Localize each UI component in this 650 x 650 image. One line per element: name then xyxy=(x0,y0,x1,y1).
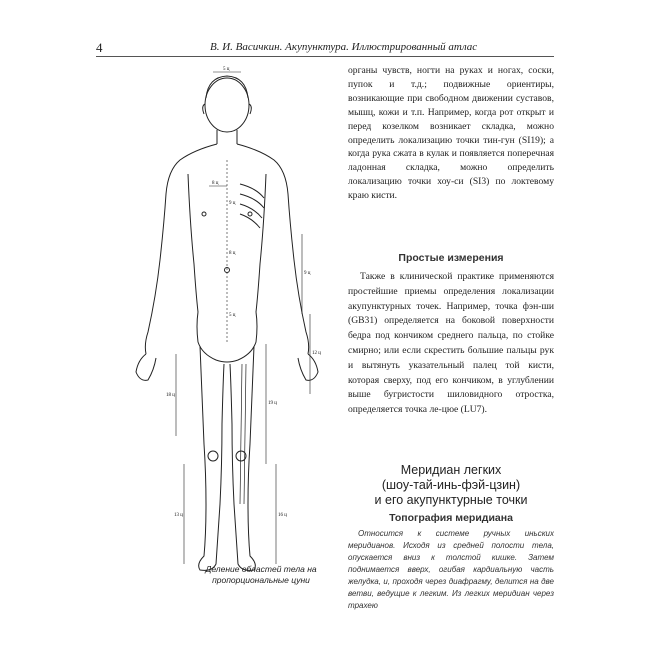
measure-label: 12 ц xyxy=(312,351,321,356)
figure-caption: Деление областей тела на пропорциональные цуни xyxy=(205,564,317,585)
measure-label: 19 ц xyxy=(268,401,277,406)
running-title: В. И. Васичкин. Акупунктура. Иллюстрированный атлас xyxy=(210,41,478,53)
subheading-simple-measurements: Простые измерения xyxy=(398,252,504,264)
measure-label: 9 ц xyxy=(304,271,311,276)
simple-measurements-paragraph: Также в клинической практике применяются простейшие приемы определения локализации акупунктурных точек. Например, точка фэн-ши (GB31) определяется на боковой поверхности бедра под кончиком среднего пальца, по стойке смирно; или если скрестить большие пальцы рук и вытянуть указательный палец той кисти, которая сверху, под его кончиком, в углублении выше бугристости шиловидного отростка, определяется точка ле-цюе (LU7). xyxy=(348,271,554,416)
page-number: 4 xyxy=(96,40,103,55)
measure-label: 13 ц xyxy=(174,513,183,518)
page-header xyxy=(96,40,554,57)
human-figure-illustration xyxy=(96,64,356,584)
book-page xyxy=(96,28,554,626)
measure-label: 5 ц xyxy=(229,313,236,318)
heading-line: (шоу-тай-инь-фэй-цзин) xyxy=(381,478,521,492)
topography-paragraph: Относится к системе ручных иньских меридианов. Исходя из средней полости тела, опускается вниз к толстой кишке. Затем поднимается вверх, огибая кардиальную часть желудка, и, проходя через диафрагму, делится на две ветви, ведущие к легким. Из легких меридиан через трахею xyxy=(348,529,554,610)
measure-label: 8 ц xyxy=(229,251,236,256)
measure-label: 9 ц xyxy=(229,201,236,206)
right-column xyxy=(348,64,554,614)
section-heading-lung-meridian xyxy=(348,463,554,508)
body-proportion-figure xyxy=(96,64,356,584)
measure-label: 16 ц xyxy=(278,513,287,518)
intro-paragraph: органы чувств, ногти на руках и ногах, соски, пупок и т.д.; подвижные ориентиры, возникающие при свободном движении суставов, мышц, кожи и т.п. Например, когда рот открыт и перед козелком возникает складка, можно определить локализацию точки тин-гун (SI19); а когда рука сжата в кулак и появляется поперечная ладонная складка, можно определить локализацию точки хоу-си (SI3) по локтевому краю кисти. xyxy=(348,65,554,202)
measure-label: 8 ц xyxy=(212,181,219,186)
heading-line: Меридиан легких xyxy=(400,463,502,477)
measure-label: 5 ц xyxy=(223,67,230,72)
measure-label: 18 ц xyxy=(166,393,175,398)
heading-line: и его акупунктурные точки xyxy=(374,493,528,507)
subheading-meridian-topography: Топография меридиана xyxy=(389,512,513,524)
